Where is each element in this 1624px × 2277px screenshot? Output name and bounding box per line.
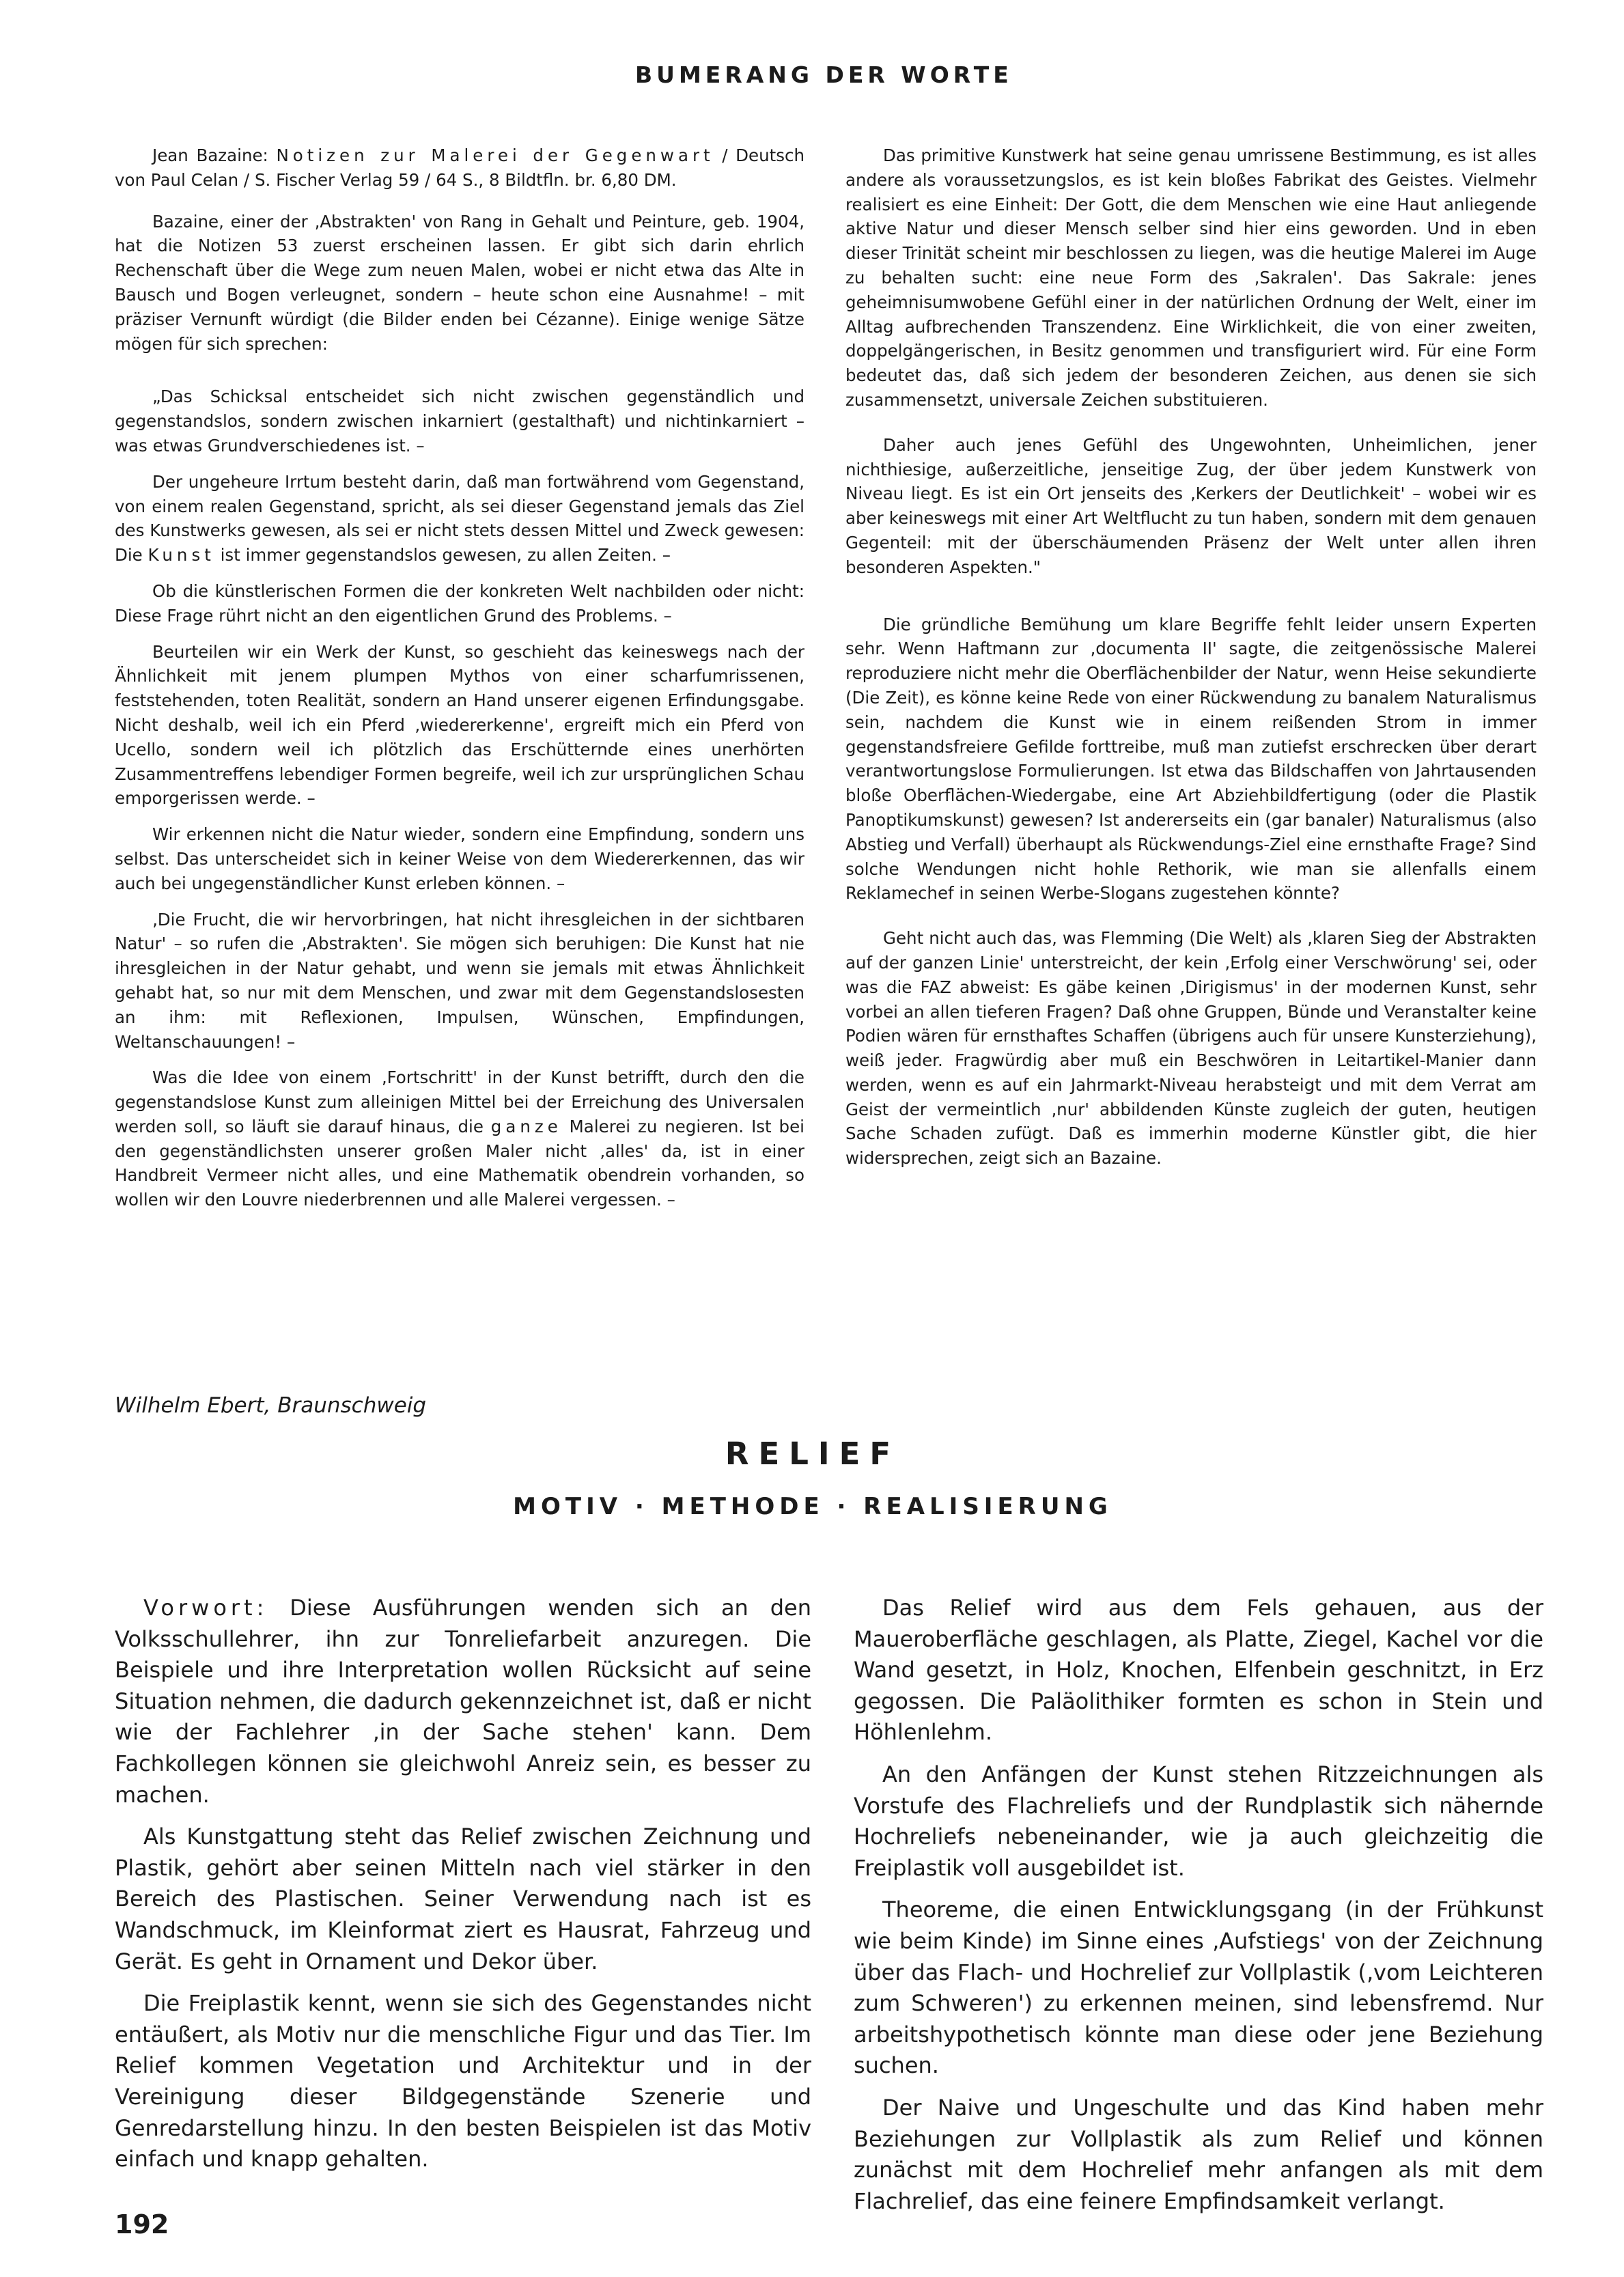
quote-paragraph: Ob die künstlerischen Formen die der konkreten Welt nachbilden oder nicht: Diese Frage rührt nicht an den eigentlichen Grund des Problems. – xyxy=(115,581,804,626)
citation-author: Jean Bazaine: xyxy=(152,145,268,165)
citation-publisher: / Deutsch von Paul Celan / S. Fischer Verlag 59 / 64 S., 8 Bildtfln. br. 6,80 DM. xyxy=(115,145,804,190)
quote-paragraph: Wir erkennen nicht die Natur wieder, sondern eine Empfindung, sondern uns selbst. Das unterscheidet sich in keiner Weise von dem Wiedererkennen, das wir auch bei ungegenständlicher Kunst erleben können. – xyxy=(115,824,804,893)
emphasis-ganze: ganze xyxy=(490,1116,562,1136)
article-title: RELIEF xyxy=(725,1436,901,1472)
review-author: Wilhelm Ebert, Braunschweig xyxy=(115,1393,427,1418)
page-number: 192 xyxy=(115,2209,169,2239)
citation-title: Notizen zur Malerei der Gegenwart xyxy=(276,145,714,165)
article-paragraph: Theoreme, die einen Entwicklungsgang (in der Frühkunst wie beim Kinde) im Sinne eines ‚Aufstiegs' von der Zeichnung über das Flach- und Hochrelief zur Vollplastik (‚vom Leichteren zum Schweren') zu erkennen meinen, sind lebensfremd. Nur arbeitshypothetisch könnte man diese oder jene Beziehung suchen. xyxy=(854,1897,1543,2079)
article-paragraph: Die Freiplastik kennt, wenn sie sich des Gegenstandes nicht entäußert, als Motiv nur die menschliche Figur und das Tier. Im Relief kommen Vegetation und Architektur und in der Vereinigung dieser Bildgegenstände Szenerie und Genredarstellung hinzu. In den besten Beispielen ist das Motiv einfach und knapp gehalten. xyxy=(115,1990,811,2173)
quote-block xyxy=(115,385,804,1212)
article-paragraph: Der Naive und Ungeschulte und das Kind haben mehr Beziehungen zur Vollplastik als zum Relief und können zunächst mit dem Hochrelief mehr anfangen als mit dem Flachrelief, das eine feinere Empfindsamkeit verlangt. xyxy=(854,2094,1543,2214)
emphasis-kunst: Kunst xyxy=(148,545,215,565)
article-text: Diese Ausführungen wenden sich an den Volksschullehrer, ihn zur Tonreliefarbeit anzuregen. Die Beispiele und ihre Interpretation wollen Rücksicht auf seine Situation nehmen, die dadurch gekennzeichnet ist, daß er nicht wie der Fachlehrer ‚in der Sache stehen' kann. Dem Fachkollegen können sie gleichwohl Anreiz sein, es besser zu machen. xyxy=(115,1595,811,1808)
review-paragraph: Geht nicht auch das, was Flemming (Die Welt) als ‚klaren Sieg der Abstrakten auf der ganzen Linie' unterstreicht, der kein ‚Erfolg einer Verschwörung' sei, oder was die FAZ abweist: Es gäbe keinen ‚Dirigismus' in der modernen Kunst, sehr vorbei an allen tieferen Fragen? Daß ohne Gruppen, Bünde und Veranstalter keine Podien wären für ernsthaftes Schaffen (übrigens auch für unsere Kunsterziehung), weiß jeder. Fragwürdig aber muß ein Beschwören in Leitartikel-Manier dann werden, wenn es auf ein Jahrmarkt-Niveau herabsteigt und mit dem Verrat am Geist der vermeintlich ‚nur' abbildenden Künste zugleich der guten, heutigen Sache Schaden zufügt. Daß es immerhin moderne Künstler gibt, die hier widersprechen, zeigt sich an Bazaine. xyxy=(845,928,1537,1169)
quote-paragraph: Beurteilen wir ein Werk der Kunst, so geschieht das keineswegs nach der Ähnlichkeit mit jenem plumpen Mythos von einer scharfumrissenen, feststehenden, toten Realität, sondern an Hand unserer eigenen Erfindungsgabe. Nicht deshalb, weil ich ein Pferd ‚wiedererkenne', ergreift mich ein Pferd von Ucello, sondern weil ich plötzlich das Erschütternde eines unerhörten Zusammentreffens lebendiger Formen begreife, weil ich zur ursprünglichen Schau emporgerissen werde. – xyxy=(115,641,804,809)
article-column-left xyxy=(115,1593,811,2173)
quote-text: Was die Idee von einem ‚Fortschritt' in der Kunst betrifft, durch den die gegenstandslose Kunst zum alleinigen Mittel bei der Erreichung des Universalen werden soll, so läuft sie darauf hinaus, die xyxy=(115,1067,804,1136)
quote-paragraph: Daher auch jenes Gefühl des Ungewohnten, Unheimlichen, jener nichthiesige, außerzeitliche, jenseitige Zug, der über jedem Kunstwerk von Niveau liegt. Es ist ein Ort jenseits des ‚Kerkers der Deutlichkeit' – wobei wir es aber keineswegs mit einer Art Weltflucht zu tun haben, sondern mit dem genauen Gegenteil: mit der überschäumenden Präsenz der Welt unter allen ihren besonderen Aspekten." xyxy=(845,434,1537,577)
quote-paragraph: Das primitive Kunstwerk hat seine genau umrissene Bestimmung, es ist alles andere als voraussetzungslos, es ist kein bloßes Fabrikat des Geistes. Vielmehr realisiert es eine Einheit: Der Gott, die dem Menschen wie eine Haut anliegende aktive Natur und dieser Mensch selber sind hier eins geworden. Und in eben dieser Trinität scheint mir beschlossen zu liegen, was die heutige Malerei im Auge zu behalten sucht: eine neue Form des ‚Sakralen'. Das Sakrale: jenes geheimnisumwobene Gefühl einer in der natürlichen Ordnung der Welt, einer im Alltag aufbrechenden Transzendenz. Eine Wirklichkeit, die von einer zweiten, doppelgängerischen, in Besitz genommen und transfiguriert wird. Für eine Form bedeutet das, daß sich jedem der besonderen Zeichen, aus denen sie sich zusammensetzt, universale Zeichen substituieren. xyxy=(845,145,1537,410)
article-paragraph xyxy=(115,1593,811,1811)
article-paragraph: Das Relief wird aus dem Fels gehauen, aus der Maueroberfläche geschlagen, als Platte, Ziegel, Kachel vor die Wand gesetzt, in Holz, Knochen, Elfenbein geschnitzt, in Erz gegossen. Die Paläolithiker formten es schon in Stein und Höhlenlehm. xyxy=(854,1595,1543,1746)
review-column-right xyxy=(845,143,1537,1243)
review-column-left xyxy=(115,143,804,1243)
quote-paragraph xyxy=(115,470,804,568)
article-paragraph: Als Kunstgattung steht das Relief zwischen Zeichnung und Plastik, gehört aber seinen Mitteln nach viel stärker in den Bereich des Plastischen. Seiner Verwendung nach ist es Wandschmuck, im Kleinformat ziert es Hausrat, Fahrzeug und Gerät. Es geht in Ornament und Dekor über. xyxy=(115,1824,811,1974)
book-citation xyxy=(115,143,804,193)
review-paragraph: Die gründliche Bemühung um klare Begriffe fehlt leider unsern Experten sehr. Wenn Haftmann zur ‚documenta II' sagte, die zeitgenössische Malerei reproduziere nicht mehr die Oberflächenbilder der Natur, wenn Heise sekundierte (Die Zeit), es könne keine Rede von einer Rückwendung zu banalem Naturalismus sein, nachdem die Kunst wie in einem reißenden Strom in immer gegenstandsfreiere Gefilde forttreibe, muß man zutiefst erschrecken über derart verantwortungslose Formulierungen. Ist etwa das Bildschaffen von Jahrtausenden bloße Oberflächen-Wiedergabe, eine Art Abziehbildfertigung (oder die Plastik Panoptikumskunst) gewesen? Ist andererseits ein (gar banaler) Naturalismus (also Abstieg und Verfall) überhaupt als Rückwendungs-Ziel eine ernsthafte Frage? Sind solche Wendungen nicht hohle Rethorik, wie man sie allenfalls einem Reklamechef in seinen Werbe-Slogans zugestehen könnte? xyxy=(845,614,1537,904)
quote-paragraph xyxy=(115,1065,804,1212)
review-intro: Bazaine, einer der ‚Abstrakten' von Rang in Gehalt und Peinture, geb. 1904, hat die Notizen 53 zuerst erscheinen lassen. Er gibt sich darin ehrlich Rechenschaft über die Wege zum neuen Malen, wobei er nicht etwa das Alte in Bausch und Bogen verleugnet, sondern – heute schon eine Ausnahme! – mit präziser Vernunft würdigt (die Bilder enden bei Cézanne). Einige wenige Sätze mögen für sich sprechen: xyxy=(115,211,804,354)
quote-text: Malerei zu negieren. Ist bei den gegenständlichsten unserer großen Maler nicht ‚alles' da, ist in einer Handbreit Vermeer nicht alles, und eine Mathematik obendrein vorhanden, so wollen wir den Louvre niederbrennen und alle Malerei vergessen. – xyxy=(115,1116,804,1210)
quote-paragraph: ‚Die Frucht, die wir hervorbringen, hat nicht ihresgleichen in der sichtbaren Natur' – so rufen die ‚Abstrakten'. Sie mögen sich beruhigen: Die Kunst hat nie ihresgleichen in der Natur gehabt, und wenn sie jemals mit etwas Ähnlichkeit gehabt hat, so nur mit dem Menschen, und zwar mit dem Gegenstandslosesten an ihm: mit Reflexionen, Impulsen, Wünschen, Empfindungen, Weltanschauungen! – xyxy=(115,909,804,1052)
vorwort-label: Vorwort: xyxy=(143,1595,268,1621)
article-paragraph: An den Anfängen der Kunst stehen Ritzzeichnungen als Vorstufe des Flachreliefs und der Rundplastik sich nähernde Hochreliefs nebeneinander, wie ja auch gleichzeitig die Freiplastik voll ausgebildet ist. xyxy=(854,1761,1543,1881)
article-column-right xyxy=(854,1593,1543,2214)
page-header-title: BUMERANG DER WORTE xyxy=(635,61,1013,88)
quote-text: ist immer gegenstandslos gewesen, zu allen Zeiten. – xyxy=(220,545,671,565)
quote-text: Der ungeheure Irrtum besteht darin, daß man fortwährend vom Gegenstand, von einem realen Gegenstand, spricht, als sei dieser Gegenstand jemals das Ziel des Kunstwerks gewesen, als sei er nicht stets dessen Mittel und Zweck gewesen: Die xyxy=(115,471,804,565)
article-subtitle: MOTIV · METHODE · REALISIERUNG xyxy=(513,1493,1112,1520)
quote-paragraph: „Das Schicksal entscheidet sich nicht zwischen gegenständlich und gegenstandslos, sondern zwischen inkarniert (gestalthaft) und nichtinkarniert – was etwas Grundverschiedenes ist. – xyxy=(115,387,804,456)
